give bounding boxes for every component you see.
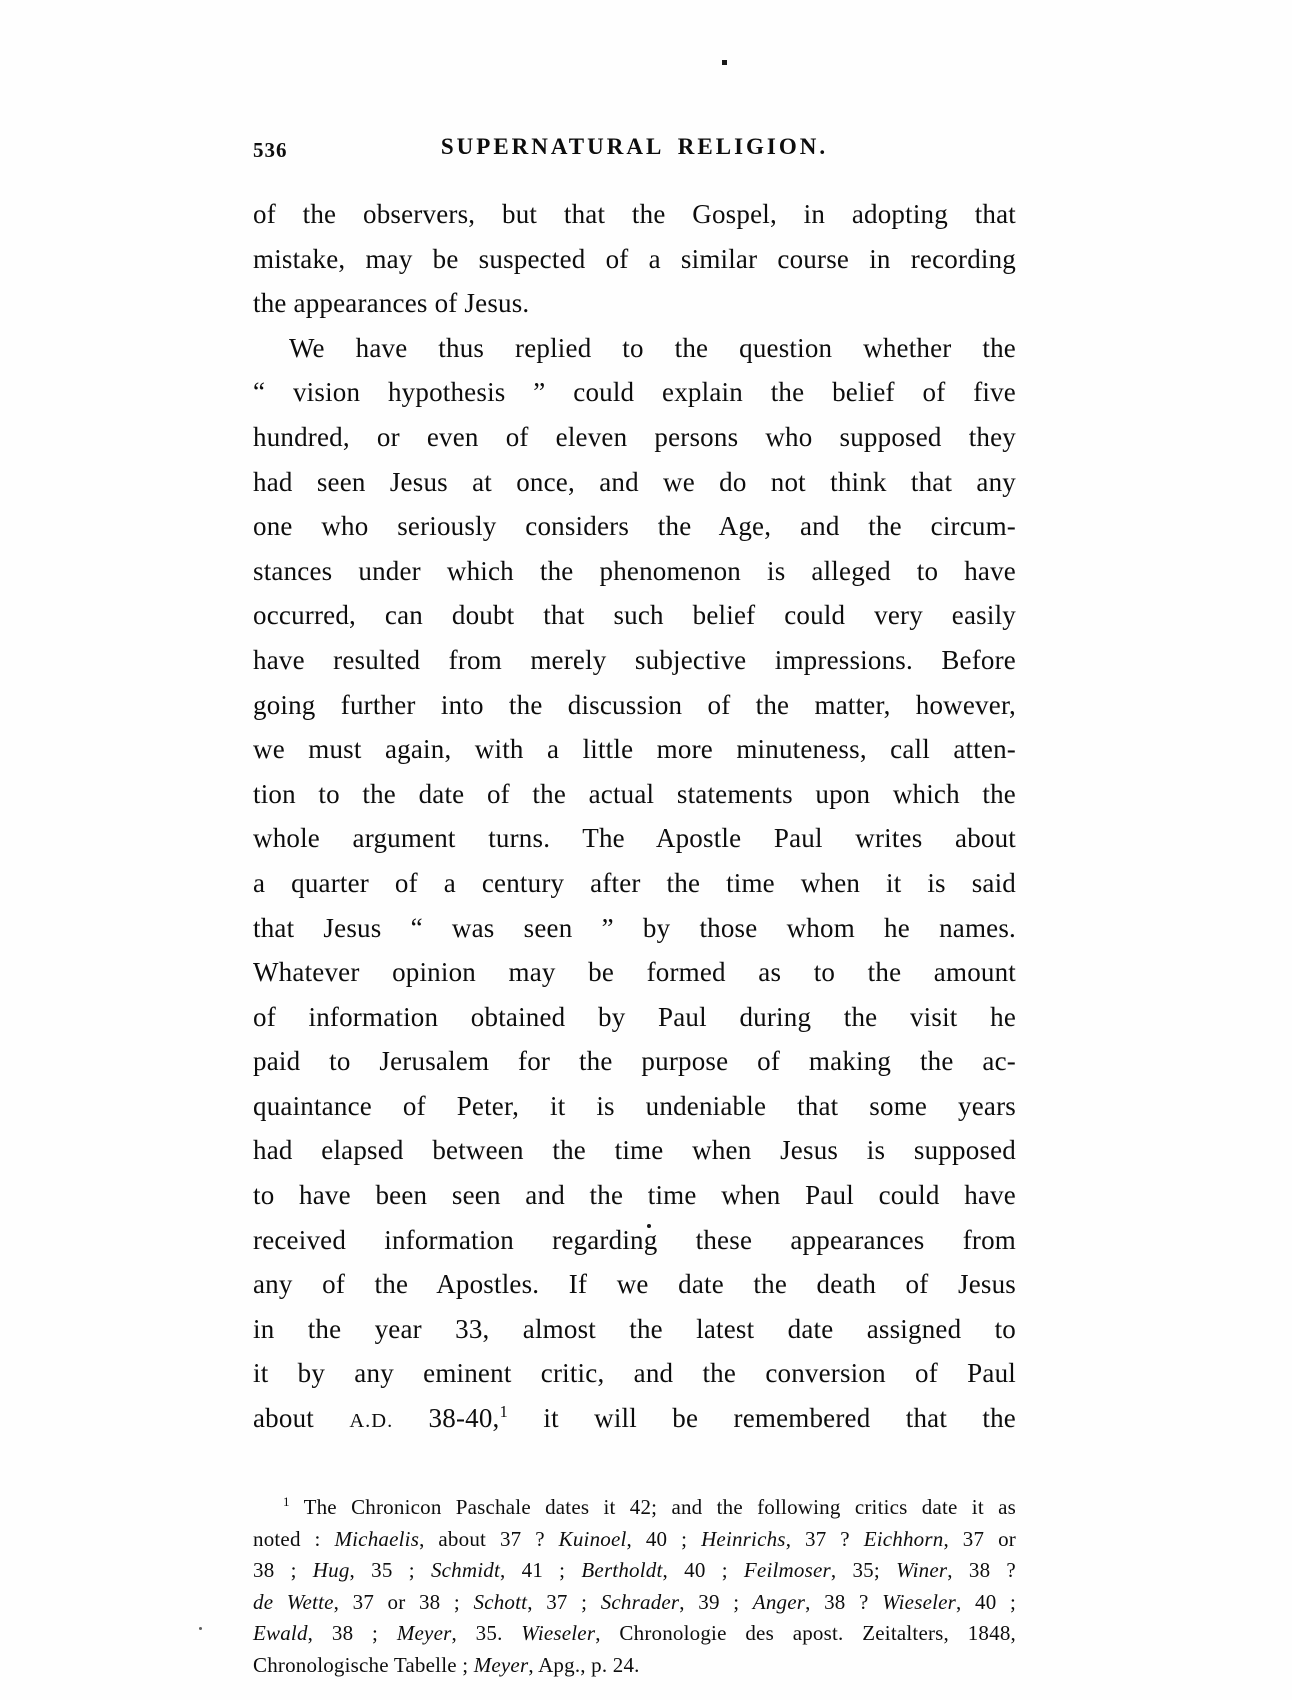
text-segment: Kuinoel bbox=[558, 1526, 627, 1551]
text-segment: de Wette bbox=[253, 1589, 334, 1614]
text-segment: , Apg., p. 24. bbox=[528, 1652, 640, 1677]
text-segment: 38 ; bbox=[253, 1558, 313, 1582]
footnote-line bbox=[253, 1555, 1016, 1587]
footnote-marker: 1 bbox=[499, 1402, 509, 1422]
text-segment: Wieseler bbox=[882, 1589, 957, 1614]
text-segment: , 37 ; bbox=[527, 1589, 601, 1614]
text-segment: 38-40, bbox=[393, 1403, 500, 1434]
text-segment: , 40 ; bbox=[626, 1526, 702, 1551]
body-line: a quarter of a century after the time when it is said bbox=[253, 867, 1016, 898]
text-segment: , 38 ? bbox=[947, 1558, 1016, 1582]
text-segment: The Chronicon Paschale dates it 42; and the following critics date it as bbox=[289, 1495, 1016, 1519]
text-segment: Bertholdt bbox=[581, 1558, 663, 1582]
text-segment: noted : bbox=[253, 1526, 335, 1551]
footnote-line bbox=[253, 1650, 1016, 1682]
text-segment: Hug bbox=[312, 1558, 350, 1582]
body-line: one who seriously considers the Age, and the circum- bbox=[253, 511, 1016, 542]
body-line: in the year 33, almost the latest date assigned to bbox=[253, 1313, 1016, 1344]
text-segment: Schmidt bbox=[430, 1558, 500, 1582]
body-line: paid to Jerusalem for the purpose of making the ac- bbox=[253, 1046, 1016, 1077]
body-line: tion to the date of the actual statements upon which the bbox=[253, 778, 1016, 809]
body-line: had seen Jesus at once, and we do not think that any bbox=[253, 466, 1016, 497]
text-segment: Michaelis bbox=[334, 1526, 420, 1551]
text-segment: Eichhorn bbox=[863, 1526, 944, 1551]
text-segment: Chronologische Tabelle ; bbox=[253, 1652, 474, 1677]
text-segment: , 38 ? bbox=[805, 1589, 883, 1614]
text-segment: Feilmoser bbox=[743, 1558, 831, 1582]
body-line: occurred, can doubt that such belief could very easily bbox=[253, 600, 1016, 631]
body-line: whole argument turns. The Apostle Paul writes about bbox=[253, 823, 1016, 854]
text-segment: , about 37 ? bbox=[419, 1526, 559, 1551]
body-line: going further into the discussion of the matter, however, bbox=[253, 689, 1016, 720]
page-number: 536 bbox=[253, 138, 288, 162]
footnote-marker: 1 bbox=[283, 1494, 290, 1509]
body-text bbox=[253, 192, 1016, 1441]
footnote bbox=[253, 1492, 1016, 1681]
body-line: stances under which the phenomenon is alleged to have bbox=[253, 555, 1016, 586]
body-line: had elapsed between the time when Jesus is supposed bbox=[253, 1135, 1016, 1166]
body-line: “ vision hypothesis ” could explain the belief of five bbox=[253, 377, 1016, 408]
text-segment: Wieseler bbox=[521, 1621, 596, 1645]
text-segment: Anger bbox=[752, 1589, 806, 1614]
body-line: received information regarding these appearances from bbox=[253, 1224, 1016, 1255]
text-segment: , 40 ; bbox=[662, 1558, 744, 1582]
text-segment: Meyer bbox=[473, 1652, 529, 1677]
body-line: mistake, may be suspected of a similar course in recording bbox=[253, 243, 1016, 274]
body-line: of information obtained by Paul during the visit he bbox=[253, 1001, 1016, 1032]
body-line: any of the Apostles. If we date the death of Jesus bbox=[253, 1269, 1016, 1300]
body-line: have resulted from merely subjective impressions. Before bbox=[253, 644, 1016, 675]
body-line-with-footnote-ref bbox=[253, 1396, 1016, 1441]
body-line: Whatever opinion may be formed as to the amount bbox=[253, 957, 1016, 988]
text-segment: Schott bbox=[473, 1589, 528, 1614]
text-segment: Schrader bbox=[600, 1589, 680, 1614]
text-segment: about bbox=[253, 1403, 350, 1434]
ink-speck bbox=[722, 60, 727, 65]
text-segment: , Chronologie des apost. Zeitalters, 1848, bbox=[595, 1621, 1016, 1645]
text-segment: , 35; bbox=[830, 1558, 897, 1582]
text-segment: , 40 ; bbox=[956, 1589, 1016, 1614]
text-segment: Winer bbox=[896, 1558, 948, 1582]
running-header-title: SUPERNATURAL RELIGION. bbox=[440, 134, 829, 159]
body-line: quaintance of Peter, it is undeniable that some years bbox=[253, 1090, 1016, 1121]
footnote-line bbox=[253, 1618, 1016, 1650]
text-segment: Ewald bbox=[253, 1621, 308, 1645]
text-segment: A.D. bbox=[349, 1410, 394, 1433]
body-line: that Jesus “ was seen ” by those whom he names. bbox=[253, 912, 1016, 943]
text-segment: , 35. bbox=[451, 1621, 522, 1645]
text-segment: Heinrichs bbox=[701, 1526, 786, 1551]
body-line: we must again, with a little more minuteness, call atten- bbox=[253, 734, 1016, 765]
footnote-line bbox=[253, 1492, 1016, 1524]
text-segment: , 41 ; bbox=[500, 1558, 582, 1582]
text-segment: it will be remembered that the bbox=[508, 1403, 1016, 1434]
text-segment: , 37 or 38 ; bbox=[333, 1589, 474, 1614]
text-segment: , 37 or bbox=[943, 1526, 1016, 1551]
text-segment: , 35 ; bbox=[349, 1558, 431, 1582]
ink-speck bbox=[199, 1627, 202, 1630]
footnote-line bbox=[253, 1524, 1016, 1556]
text-segment: , 39 ; bbox=[679, 1589, 753, 1614]
body-line: hundred, or even of eleven persons who supposed they bbox=[253, 421, 1016, 452]
footnote-line bbox=[253, 1587, 1016, 1619]
text-segment: , 37 ? bbox=[785, 1526, 864, 1551]
body-line: it by any eminent critic, and the conversion of Paul bbox=[253, 1358, 1016, 1389]
body-line: to have been seen and the time when Paul could have bbox=[253, 1180, 1016, 1211]
text-segment: , 38 ; bbox=[307, 1621, 397, 1645]
body-line: of the observers, but that the Gospel, in adopting that bbox=[253, 199, 1016, 229]
body-line: the appearances of Jesus. bbox=[253, 288, 530, 319]
text-segment: Meyer bbox=[396, 1621, 452, 1645]
body-line: We have thus replied to the question whether the bbox=[289, 332, 1016, 363]
running-header bbox=[253, 134, 1016, 168]
